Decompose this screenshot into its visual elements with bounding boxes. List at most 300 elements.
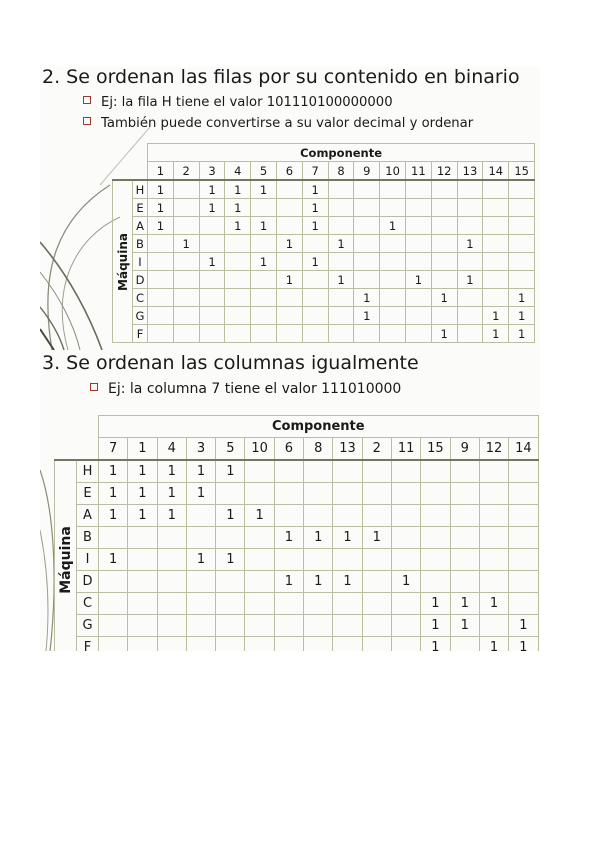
- column-header: 12: [479, 438, 508, 461]
- table-cell: [128, 571, 157, 593]
- column-header: 15: [421, 438, 450, 461]
- table-cell: [148, 253, 174, 271]
- table-cell: [276, 253, 302, 271]
- table-cell: [304, 460, 333, 483]
- slide-rows-sorted: [40, 67, 540, 350]
- column-header: 9: [354, 162, 380, 181]
- table-cell: [99, 615, 128, 637]
- row-machine-label: A: [77, 505, 99, 527]
- table-cell: [245, 615, 274, 637]
- table-cell: [173, 199, 199, 217]
- table-cell: [479, 505, 508, 527]
- column-header: 4: [157, 438, 186, 461]
- table-row: [55, 505, 539, 527]
- table-cell: [173, 253, 199, 271]
- column-header: 14: [509, 438, 538, 461]
- column-header: 10: [380, 162, 406, 181]
- table-cell: 1: [431, 289, 457, 307]
- table-cell: [391, 549, 420, 571]
- table-cell: 1: [304, 571, 333, 593]
- table-cell: 1: [302, 217, 328, 235]
- column-header: 7: [302, 162, 328, 181]
- table-cell: [157, 637, 186, 652]
- table-cell: [225, 289, 251, 307]
- table-cell: [405, 307, 431, 325]
- table-cell: [421, 483, 450, 505]
- table-cell: [483, 271, 509, 289]
- table-cell: [391, 483, 420, 505]
- table-cell: [450, 460, 479, 483]
- table-cell: [457, 307, 483, 325]
- table-cell: [479, 483, 508, 505]
- table-cell: [362, 615, 391, 637]
- table-cell: [199, 325, 225, 343]
- table-cell: [405, 235, 431, 253]
- table-cell: [450, 505, 479, 527]
- table-cell: [380, 307, 406, 325]
- table-cell: [457, 199, 483, 217]
- table-cell: [302, 235, 328, 253]
- table-cell: 1: [173, 235, 199, 253]
- row-machine-label: I: [133, 253, 148, 271]
- table-cell: [148, 271, 174, 289]
- slide-heading: 3. Se ordenan las columnas igualmente: [42, 352, 419, 374]
- table-cell: [391, 637, 420, 652]
- table-cell: [509, 199, 535, 217]
- table-cell: [328, 307, 354, 325]
- row-machine-label: F: [133, 325, 148, 343]
- component-header-row: [55, 416, 539, 438]
- table-cell: [216, 527, 245, 549]
- table-cell: 1: [421, 615, 450, 637]
- table-cell: [380, 199, 406, 217]
- table-cell: [405, 217, 431, 235]
- table-cell: [186, 571, 215, 593]
- table-cell: [274, 615, 303, 637]
- table-cell: 1: [225, 217, 251, 235]
- table-cell: [391, 593, 420, 615]
- table-cell: [362, 549, 391, 571]
- table-cell: [245, 637, 274, 652]
- table-cell: 1: [509, 637, 538, 652]
- bullet-text: También puede convertirse a su valor decimal y ordenar: [101, 116, 474, 131]
- table-cell: 1: [302, 253, 328, 271]
- table-cell: [431, 307, 457, 325]
- table-cell: 1: [274, 527, 303, 549]
- row-machine-label: H: [133, 180, 148, 199]
- table-cell: [251, 235, 277, 253]
- table-cell: [186, 637, 215, 652]
- table-cell: [362, 637, 391, 652]
- table-cell: [354, 271, 380, 289]
- machine-group-label-cell: [55, 460, 77, 651]
- table-cell: [225, 325, 251, 343]
- table-cell: [354, 325, 380, 343]
- column-header: 5: [216, 438, 245, 461]
- table-cell: [148, 307, 174, 325]
- table-cell: [199, 217, 225, 235]
- table-cell: [216, 637, 245, 652]
- machine-component-matrix: [54, 415, 539, 651]
- table-cell: [479, 571, 508, 593]
- table-cell: [245, 460, 274, 483]
- table-cell: [479, 460, 508, 483]
- table-cell: [479, 527, 508, 549]
- table-cell: [380, 271, 406, 289]
- column-header: 6: [274, 438, 303, 461]
- table-cell: [450, 637, 479, 652]
- table-cell: 1: [457, 235, 483, 253]
- table-cell: [157, 615, 186, 637]
- table-cell: [216, 571, 245, 593]
- table-cell: [362, 571, 391, 593]
- table-cell: 1: [509, 615, 538, 637]
- row-machine-label: D: [133, 271, 148, 289]
- component-group-header: Componente: [148, 144, 535, 162]
- column-header: 11: [391, 438, 420, 461]
- table-cell: [362, 505, 391, 527]
- table-cell: 1: [186, 460, 215, 483]
- column-header: 4: [225, 162, 251, 181]
- table-row: [113, 253, 535, 271]
- table-cell: 1: [199, 180, 225, 199]
- table-cell: [157, 549, 186, 571]
- table-cell: 1: [99, 549, 128, 571]
- table-cell: [509, 271, 535, 289]
- table-cell: [509, 483, 538, 505]
- table-cell: [302, 325, 328, 343]
- column-header: 8: [304, 438, 333, 461]
- table-cell: [148, 325, 174, 343]
- table-cell: 1: [509, 325, 535, 343]
- table-cell: 1: [225, 180, 251, 199]
- table-cell: 1: [479, 593, 508, 615]
- table-cell: [328, 217, 354, 235]
- table-cell: [302, 289, 328, 307]
- table-row: [55, 483, 539, 505]
- table-cell: [333, 615, 362, 637]
- table-cell: [483, 217, 509, 235]
- row-machine-label: A: [133, 217, 148, 235]
- table-cell: [99, 571, 128, 593]
- table-cell: 1: [354, 307, 380, 325]
- table-cell: [99, 593, 128, 615]
- table-row: [55, 549, 539, 571]
- column-header: 1: [128, 438, 157, 461]
- table-cell: [148, 289, 174, 307]
- column-header: 14: [483, 162, 509, 181]
- table-cell: 1: [421, 593, 450, 615]
- machine-group-label-cell: [113, 180, 133, 343]
- table-cell: [304, 593, 333, 615]
- column-header: 2: [173, 162, 199, 181]
- table-cell: [276, 199, 302, 217]
- table-cell: [457, 217, 483, 235]
- table-cell: [274, 483, 303, 505]
- table-cell: [479, 615, 508, 637]
- table-cell: [225, 235, 251, 253]
- table-cell: [128, 593, 157, 615]
- table-cell: 1: [216, 505, 245, 527]
- table-row: [113, 289, 535, 307]
- table-cell: 1: [199, 253, 225, 271]
- table-cell: 1: [302, 199, 328, 217]
- table-cell: 1: [328, 235, 354, 253]
- table-cell: 1: [362, 527, 391, 549]
- table-cell: [450, 549, 479, 571]
- table-cell: [173, 271, 199, 289]
- table-row: [55, 593, 539, 615]
- table-cell: 1: [302, 180, 328, 199]
- table-cell: [457, 289, 483, 307]
- table-cell: 1: [216, 460, 245, 483]
- table-cell: [148, 235, 174, 253]
- component-header-row: [113, 144, 535, 162]
- table-row: [113, 180, 535, 199]
- table-cell: [391, 615, 420, 637]
- table-cell: 1: [421, 637, 450, 652]
- row-machine-label: B: [77, 527, 99, 549]
- table-cell: 1: [186, 483, 215, 505]
- table-cell: [251, 307, 277, 325]
- table-cell: [354, 235, 380, 253]
- bullet-item: [83, 116, 473, 131]
- table-cell: 1: [354, 289, 380, 307]
- table-cell: [225, 253, 251, 271]
- table-cell: [483, 180, 509, 199]
- column-header: 3: [186, 438, 215, 461]
- column-header: 3: [199, 162, 225, 181]
- table-cell: [276, 180, 302, 199]
- table-cell: [251, 325, 277, 343]
- table-cell: 1: [405, 271, 431, 289]
- table-cell: [421, 571, 450, 593]
- table-cell: [380, 235, 406, 253]
- table-cell: [173, 180, 199, 199]
- table-cell: [450, 527, 479, 549]
- table-cell: [216, 615, 245, 637]
- table-cell: [304, 637, 333, 652]
- table-cell: 1: [251, 253, 277, 271]
- table-cell: [186, 615, 215, 637]
- table-cell: 1: [483, 307, 509, 325]
- table-cell: 1: [391, 571, 420, 593]
- table-row: [55, 527, 539, 549]
- table-cell: [186, 527, 215, 549]
- table-cell: 1: [157, 460, 186, 483]
- table-cell: 1: [245, 505, 274, 527]
- column-header: 1: [148, 162, 174, 181]
- table-cell: [431, 253, 457, 271]
- table-cell: [173, 289, 199, 307]
- row-machine-label: G: [77, 615, 99, 637]
- table-row: [113, 271, 535, 289]
- row-machine-label: G: [133, 307, 148, 325]
- table-cell: [509, 549, 538, 571]
- table-cell: [157, 571, 186, 593]
- table-cell: 1: [128, 460, 157, 483]
- table-cell: [405, 325, 431, 343]
- column-header: 8: [328, 162, 354, 181]
- table-cell: [128, 637, 157, 652]
- table-cell: [450, 571, 479, 593]
- table-cell: 1: [148, 180, 174, 199]
- table-cell: 1: [450, 593, 479, 615]
- table-cell: 1: [225, 199, 251, 217]
- row-machine-label: I: [77, 549, 99, 571]
- table-cell: 1: [251, 217, 277, 235]
- table-cell: [405, 253, 431, 271]
- table-cell: 1: [333, 571, 362, 593]
- table-cell: [380, 253, 406, 271]
- table-cell: 1: [128, 483, 157, 505]
- table-cell: [274, 593, 303, 615]
- component-number-row: [113, 162, 535, 181]
- table-cell: [509, 235, 535, 253]
- table-cell: [302, 307, 328, 325]
- table-cell: [431, 180, 457, 199]
- table-cell: [186, 505, 215, 527]
- table-cell: [354, 217, 380, 235]
- row-machine-label: F: [77, 637, 99, 652]
- row-machine-label: C: [77, 593, 99, 615]
- column-header: 11: [405, 162, 431, 181]
- column-header: 10: [245, 438, 274, 461]
- component-group-header: Componente: [99, 416, 539, 438]
- table-cell: [509, 571, 538, 593]
- table-cell: 1: [333, 527, 362, 549]
- table-cell: [274, 549, 303, 571]
- table-cell: [362, 460, 391, 483]
- table-cell: [276, 217, 302, 235]
- table-cell: [128, 527, 157, 549]
- table-cell: [276, 307, 302, 325]
- table-cell: [157, 527, 186, 549]
- table-cell: [362, 483, 391, 505]
- table-cell: [457, 180, 483, 199]
- slide-heading: 2. Se ordenan las filas por su contenido en binario: [42, 67, 520, 88]
- table-cell: 1: [148, 199, 174, 217]
- table-cell: [457, 253, 483, 271]
- table-cell: [251, 199, 277, 217]
- table-row: [113, 307, 535, 325]
- table-cell: 1: [128, 505, 157, 527]
- table-cell: 1: [479, 637, 508, 652]
- table-cell: [354, 199, 380, 217]
- table-cell: [362, 593, 391, 615]
- component-number-row: [55, 438, 539, 461]
- table-cell: 1: [216, 549, 245, 571]
- table-cell: [328, 289, 354, 307]
- table-cell: [276, 325, 302, 343]
- table-cell: [431, 235, 457, 253]
- table-cell: [431, 217, 457, 235]
- table-cell: [391, 460, 420, 483]
- table-cell: [479, 549, 508, 571]
- table-cell: [380, 289, 406, 307]
- table-row: [113, 217, 535, 235]
- table-cell: 1: [328, 271, 354, 289]
- row-machine-label: H: [77, 460, 99, 483]
- table-cell: [199, 289, 225, 307]
- table-cell: 1: [148, 217, 174, 235]
- table-cell: [245, 571, 274, 593]
- table-cell: 1: [274, 571, 303, 593]
- bullet-item: [83, 95, 393, 110]
- corner-blank-cell: [113, 144, 148, 181]
- row-machine-label: E: [133, 199, 148, 217]
- table-row: [113, 199, 535, 217]
- table-cell: [405, 180, 431, 199]
- row-machine-label: E: [77, 483, 99, 505]
- table-cell: [225, 271, 251, 289]
- machine-component-matrix: [112, 143, 535, 343]
- bullet-square-icon: [83, 96, 91, 104]
- table-cell: 1: [380, 217, 406, 235]
- table-cell: [405, 289, 431, 307]
- table-row: [55, 571, 539, 593]
- column-header: 12: [431, 162, 457, 181]
- table-cell: 1: [431, 325, 457, 343]
- table-cell: [333, 593, 362, 615]
- table-cell: [302, 271, 328, 289]
- table-cell: [173, 325, 199, 343]
- table-cell: [333, 637, 362, 652]
- table-cell: [274, 460, 303, 483]
- table-cell: [431, 271, 457, 289]
- table-cell: [216, 483, 245, 505]
- table-cell: [245, 483, 274, 505]
- slide-columns-sorted: [40, 350, 540, 651]
- table-cell: [483, 199, 509, 217]
- table-cell: [328, 199, 354, 217]
- table-cell: [251, 289, 277, 307]
- table-cell: [354, 180, 380, 199]
- table-cell: [509, 217, 535, 235]
- table-cell: [431, 199, 457, 217]
- table-cell: 1: [186, 549, 215, 571]
- table-cell: [328, 180, 354, 199]
- bullet-square-icon: [83, 117, 91, 125]
- table-cell: 1: [251, 180, 277, 199]
- table-row: [55, 637, 539, 652]
- table-cell: [483, 253, 509, 271]
- table-cell: [380, 180, 406, 199]
- bullet-square-icon: [90, 383, 98, 391]
- table-cell: [99, 637, 128, 652]
- column-header: 13: [333, 438, 362, 461]
- table-cell: [421, 460, 450, 483]
- table-cell: [333, 483, 362, 505]
- column-header: 5: [251, 162, 277, 181]
- table-cell: [186, 593, 215, 615]
- table-cell: [457, 325, 483, 343]
- row-machine-label: B: [133, 235, 148, 253]
- table-cell: 1: [457, 271, 483, 289]
- table-cell: [157, 593, 186, 615]
- bullet-text: Ej: la fila H tiene el valor 101110100000000: [101, 95, 393, 110]
- table-row: [113, 235, 535, 253]
- bullet-text: Ej: la columna 7 tiene el valor 111010000: [108, 381, 402, 397]
- table-cell: 1: [483, 325, 509, 343]
- table-cell: [245, 527, 274, 549]
- table-cell: [173, 307, 199, 325]
- table-cell: [276, 289, 302, 307]
- table-cell: [304, 615, 333, 637]
- table-cell: [99, 527, 128, 549]
- table-cell: [304, 505, 333, 527]
- table-cell: [199, 235, 225, 253]
